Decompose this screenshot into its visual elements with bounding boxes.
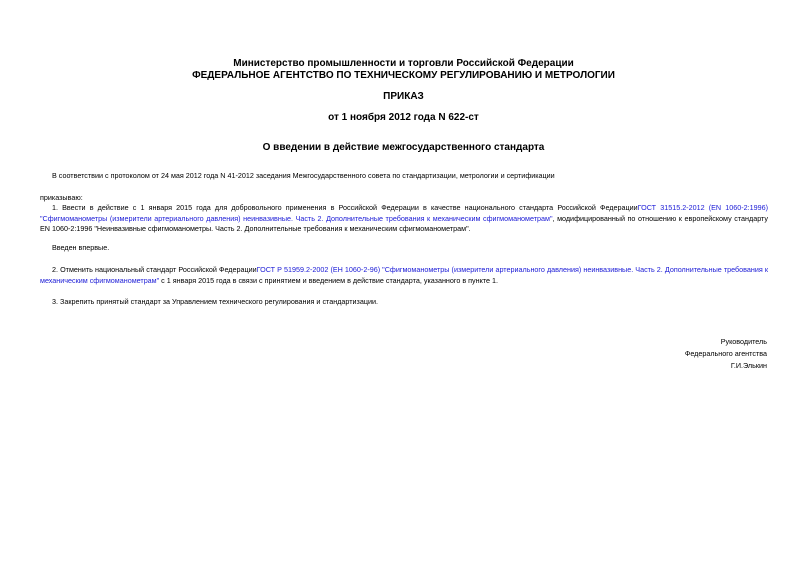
agency-heading: ФЕДЕРАЛЬНОЕ АГЕНТСТВО ПО ТЕХНИЧЕСКОМУ РЕГУЛИРОВАНИЮ И МЕТРОЛОГИИ <box>192 70 615 81</box>
item2-paragraph <box>40 265 768 286</box>
item1-paragraph <box>40 203 768 235</box>
gost-31515-link[interactable]: ГОСТ 31515.2-2012 (EN 1060-2:1996) "Сфигмоманометры (измерители артериального давления) неинвазивные. Часть 2. Дополнительные требования к механическим сфигмоманометрам" <box>40 203 768 223</box>
document-title: О введении в действие межгосударственного стандарта <box>262 142 545 153</box>
order-number: от 1 ноября 2012 года N 622-ст <box>328 112 479 123</box>
signature-name: Г.И.Элькин <box>730 361 767 370</box>
ministry-heading: Министерство промышленности и торговли Российской Федерации <box>233 58 574 69</box>
orders-paragraph: приказываю: <box>40 193 83 202</box>
item2-suffix: с 1 января 2015 года в связи с принятием и введением в действие стандарта, указанного в пункте 1. <box>159 275 499 285</box>
basis-paragraph: В соответствии с протоколом от 24 мая 2012 года N 41-2012 заседания Межгосударственного совета по стандартизации, метрологии и сертификации <box>52 171 555 180</box>
signature-organization: Федерального агентства <box>684 349 767 358</box>
order-title: ПРИКАЗ <box>383 91 424 102</box>
item1-prefix: 1. Ввести в действие с 1 января 2015 года для добровольного применения в Российской Федерации в качестве национального стандарта Российской Федерации <box>52 203 638 212</box>
first-time-paragraph: Введен впервые. <box>52 243 110 252</box>
signature-position: Руководитель <box>720 337 767 346</box>
item3-paragraph: 3. Закрепить принятый стандарт за Управлением технического регулирования и стандартизации. <box>52 297 378 306</box>
item1-suffix: , модифицированный по отношению к европейскому стандарту EN 1060-2:1996 "Неинвазивные сфигмоманометры. Часть 2. Дополнительные требования к механическим сфигмоманометрам". <box>40 213 768 234</box>
gost-r-51959-link[interactable]: ГОСТ Р 51959.2-2002 (ЕН 1060-2-96) "Сфигмоманометры (измерители артериального давления) неинвазивные. Часть 2. Дополнительные требования к механическим сфигмоманометрам" <box>40 265 769 285</box>
signature-block <box>685 336 767 372</box>
item2-prefix: 2. Отменить национальный стандарт Российской Федерации <box>52 265 257 274</box>
